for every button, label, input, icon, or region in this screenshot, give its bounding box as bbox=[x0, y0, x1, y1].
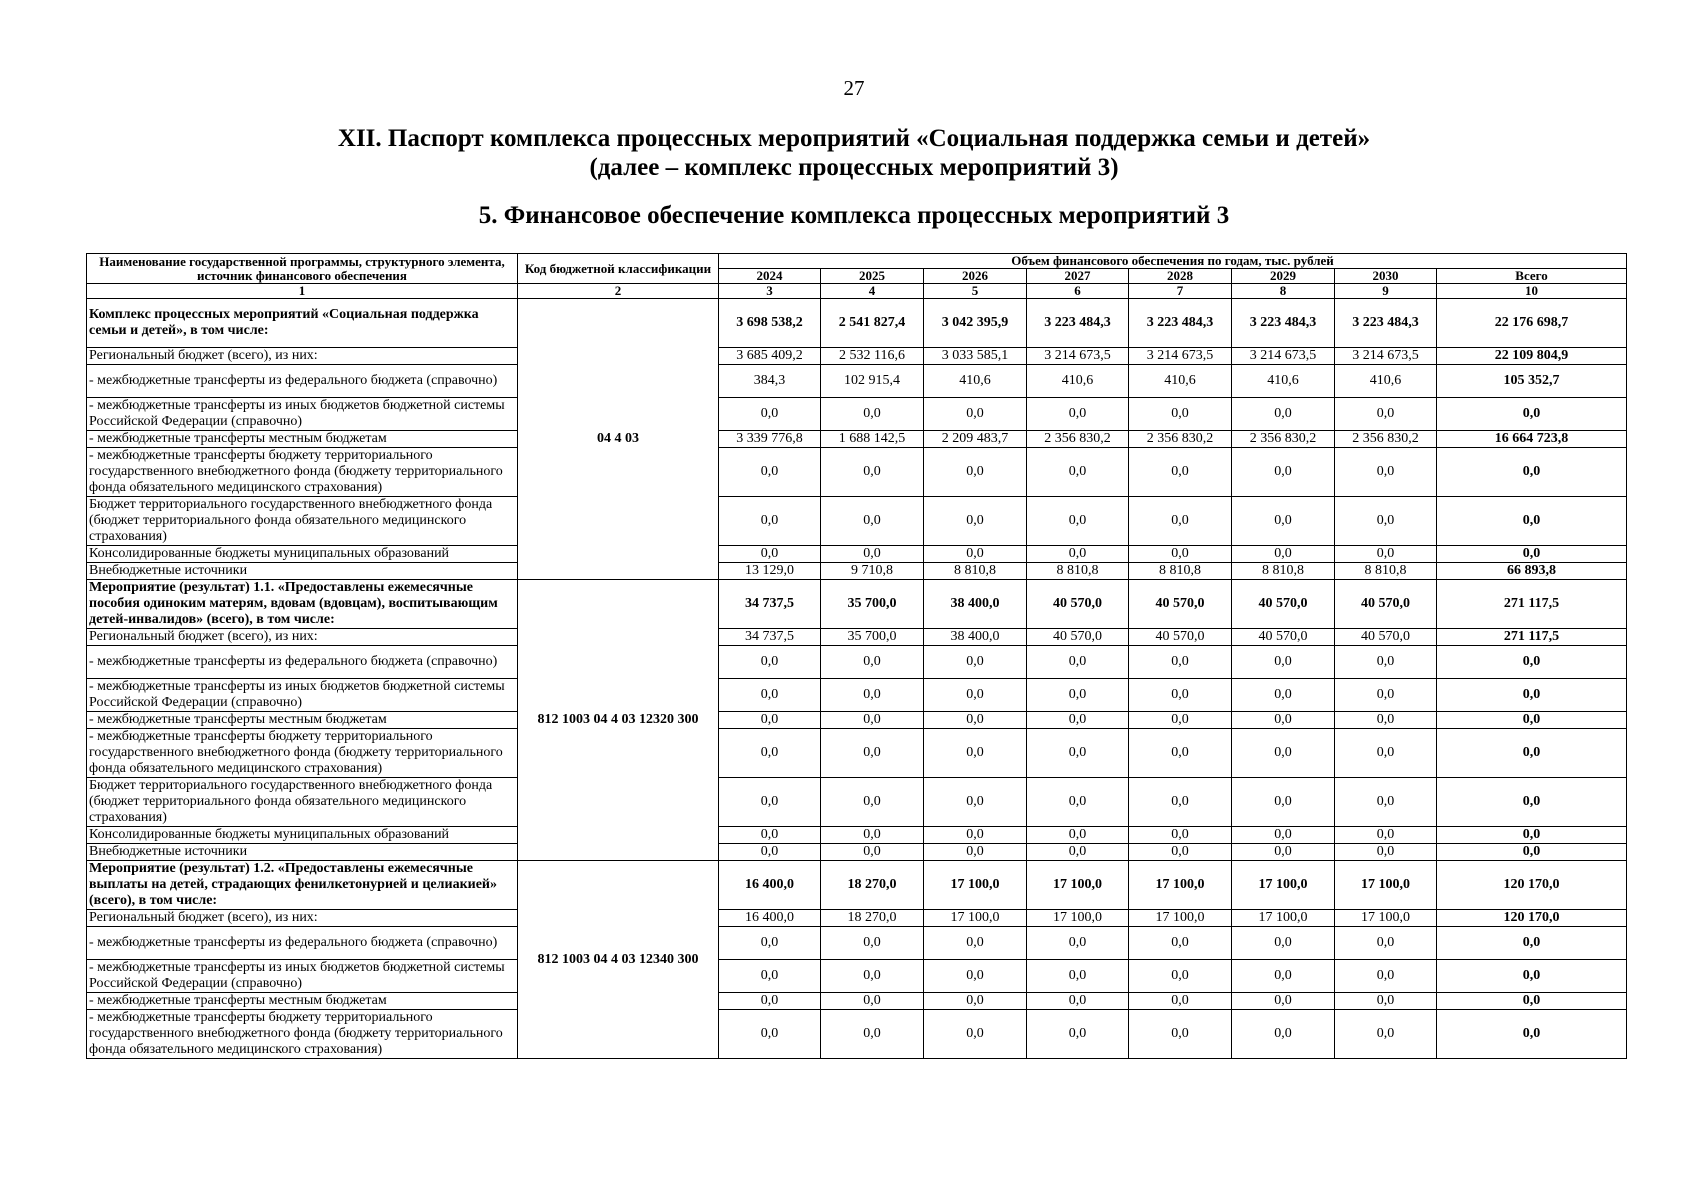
cell-value: 0,0 bbox=[924, 729, 1027, 778]
cell-value: 40 570,0 bbox=[1027, 629, 1129, 646]
cell-value: 0,0 bbox=[1335, 546, 1437, 563]
row-name: Бюджет территориального государственного внебюджетного фонда (бюджет территориального фонда обязательного медицинского страхования) bbox=[87, 778, 518, 827]
cell-value: 38 400,0 bbox=[924, 629, 1027, 646]
cell-value: 17 100,0 bbox=[1129, 861, 1232, 910]
cell-value: 0,0 bbox=[1129, 448, 1232, 497]
table-row bbox=[87, 629, 1627, 646]
cell-value: 0,0 bbox=[924, 497, 1027, 546]
cell-value: 0,0 bbox=[924, 546, 1027, 563]
cell-value: 0,0 bbox=[1335, 927, 1437, 960]
col-number: 3 bbox=[719, 284, 821, 299]
cell-value: 2 356 830,2 bbox=[1027, 431, 1129, 448]
page-number: 27 bbox=[843, 76, 865, 100]
cell-total: 120 170,0 bbox=[1437, 861, 1627, 910]
cell-value: 40 570,0 bbox=[1335, 580, 1437, 629]
cell-value: 0,0 bbox=[821, 497, 924, 546]
col-number: 8 bbox=[1232, 284, 1335, 299]
cell-value: 0,0 bbox=[1232, 927, 1335, 960]
cell-value: 0,0 bbox=[1027, 844, 1129, 861]
cell-value: 0,0 bbox=[1232, 993, 1335, 1010]
cell-value: 18 270,0 bbox=[821, 910, 924, 927]
cell-value: 3 339 776,8 bbox=[719, 431, 821, 448]
cell-value: 40 570,0 bbox=[1129, 629, 1232, 646]
cell-value: 0,0 bbox=[719, 546, 821, 563]
cell-value: 9 710,8 bbox=[821, 563, 924, 580]
cell-total: 120 170,0 bbox=[1437, 910, 1627, 927]
cell-value: 8 810,8 bbox=[1027, 563, 1129, 580]
cell-value: 17 100,0 bbox=[1027, 861, 1129, 910]
cell-value: 3 214 673,5 bbox=[1129, 348, 1232, 365]
cell-value: 0,0 bbox=[1027, 778, 1129, 827]
cell-value: 0,0 bbox=[1027, 448, 1129, 497]
cell-total: 0,0 bbox=[1437, 679, 1627, 712]
cell-value: 16 400,0 bbox=[719, 910, 821, 927]
col-number: 6 bbox=[1027, 284, 1129, 299]
cell-value: 40 570,0 bbox=[1027, 580, 1129, 629]
cell-value: 0,0 bbox=[1232, 398, 1335, 431]
cell-value: 17 100,0 bbox=[1335, 910, 1437, 927]
cell-value: 0,0 bbox=[821, 927, 924, 960]
cell-total: 0,0 bbox=[1437, 712, 1627, 729]
cell-total: 271 117,5 bbox=[1437, 580, 1627, 629]
cell-value: 3 223 484,3 bbox=[1027, 299, 1129, 348]
cell-value: 3 033 585,1 bbox=[924, 348, 1027, 365]
cell-value: 0,0 bbox=[1129, 679, 1232, 712]
cell-value: 0,0 bbox=[821, 960, 924, 993]
cell-value: 35 700,0 bbox=[821, 580, 924, 629]
col-header-year: 2025 bbox=[821, 269, 924, 284]
row-name: - межбюджетные трансферты из федерального бюджета (справочно) bbox=[87, 646, 518, 679]
cell-value: 0,0 bbox=[719, 729, 821, 778]
table-row bbox=[87, 861, 1627, 910]
row-name: Консолидированные бюджеты муниципальных образований bbox=[87, 827, 518, 844]
col-number: 5 bbox=[924, 284, 1027, 299]
table-row bbox=[87, 1010, 1627, 1059]
col-header-code: Код бюджетной классификации bbox=[518, 254, 719, 284]
cell-value: 0,0 bbox=[1335, 712, 1437, 729]
col-header-name: Наименование государственной программы, структурного элемента, источник финансового обеспечения bbox=[87, 254, 518, 284]
cell-value: 0,0 bbox=[1232, 546, 1335, 563]
cell-value: 0,0 bbox=[821, 729, 924, 778]
col-number: 1 bbox=[87, 284, 518, 299]
cell-value: 0,0 bbox=[1129, 729, 1232, 778]
cell-value: 0,0 bbox=[1129, 1010, 1232, 1059]
cell-value: 0,0 bbox=[719, 1010, 821, 1059]
table-row bbox=[87, 646, 1627, 679]
row-code: 812 1003 04 4 03 12340 300 bbox=[518, 861, 719, 1059]
table-row bbox=[87, 827, 1627, 844]
cell-value: 40 570,0 bbox=[1129, 580, 1232, 629]
cell-value: 0,0 bbox=[719, 778, 821, 827]
cell-value: 17 100,0 bbox=[924, 861, 1027, 910]
cell-value: 410,6 bbox=[924, 365, 1027, 398]
col-header-year: 2027 bbox=[1027, 269, 1129, 284]
row-name: - межбюджетные трансферты местным бюджетам bbox=[87, 993, 518, 1010]
col-header-year: 2026 bbox=[924, 269, 1027, 284]
cell-total: 0,0 bbox=[1437, 927, 1627, 960]
cell-value: 0,0 bbox=[1129, 960, 1232, 993]
table-row bbox=[87, 844, 1627, 861]
cell-total: 16 664 723,8 bbox=[1437, 431, 1627, 448]
cell-total: 22 176 698,7 bbox=[1437, 299, 1627, 348]
table-row bbox=[87, 448, 1627, 497]
cell-value: 3 214 673,5 bbox=[1027, 348, 1129, 365]
cell-value: 0,0 bbox=[1027, 960, 1129, 993]
cell-value: 0,0 bbox=[1027, 646, 1129, 679]
cell-value: 0,0 bbox=[1335, 448, 1437, 497]
cell-total: 0,0 bbox=[1437, 827, 1627, 844]
cell-value: 0,0 bbox=[821, 448, 924, 497]
cell-value: 0,0 bbox=[1129, 778, 1232, 827]
cell-value: 8 810,8 bbox=[1129, 563, 1232, 580]
row-name: - межбюджетные трансферты бюджету территориального государственного внебюджетного фонда (бюджету территориального фонда обязательного медицинского страхования) bbox=[87, 448, 518, 497]
cell-value: 34 737,5 bbox=[719, 629, 821, 646]
cell-value: 40 570,0 bbox=[1232, 580, 1335, 629]
cell-value: 0,0 bbox=[1129, 398, 1232, 431]
cell-value: 3 698 538,2 bbox=[719, 299, 821, 348]
title-line-1: XII. Паспорт комплекса процессных мероприятий «Социальная поддержка семьи и детей» bbox=[337, 125, 1371, 152]
cell-value: 40 570,0 bbox=[1232, 629, 1335, 646]
row-name: Мероприятие (результат) 1.2. «Предоставлены ежемесячные выплаты на детей, страдающих фенилкетонурией и целиакией» (всего), в том числе: bbox=[87, 861, 518, 910]
table-row bbox=[87, 960, 1627, 993]
document-title bbox=[0, 124, 1708, 182]
cell-value: 8 810,8 bbox=[1232, 563, 1335, 580]
cell-value: 0,0 bbox=[1232, 448, 1335, 497]
cell-total: 0,0 bbox=[1437, 448, 1627, 497]
cell-value: 0,0 bbox=[1129, 827, 1232, 844]
table-row bbox=[87, 348, 1627, 365]
cell-value: 0,0 bbox=[1129, 844, 1232, 861]
table-row bbox=[87, 679, 1627, 712]
cell-value: 0,0 bbox=[1335, 827, 1437, 844]
row-code: 812 1003 04 4 03 12320 300 bbox=[518, 580, 719, 861]
cell-value: 35 700,0 bbox=[821, 629, 924, 646]
col-header-year: 2029 bbox=[1232, 269, 1335, 284]
row-name: Комплекс процессных мероприятий «Социальная поддержка семьи и детей», в том числе: bbox=[87, 299, 518, 348]
cell-value: 16 400,0 bbox=[719, 861, 821, 910]
cell-value: 0,0 bbox=[924, 712, 1027, 729]
row-name: - межбюджетные трансферты из иных бюджетов бюджетной системы Российской Федерации (справочно) bbox=[87, 398, 518, 431]
row-name: - межбюджетные трансферты из иных бюджетов бюджетной системы Российской Федерации (справочно) bbox=[87, 960, 518, 993]
cell-value: 0,0 bbox=[924, 646, 1027, 679]
cell-value: 0,0 bbox=[719, 712, 821, 729]
title-line-2: (далее – комплекс процессных мероприятий 3) bbox=[589, 154, 1119, 181]
cell-value: 0,0 bbox=[719, 646, 821, 679]
cell-value: 2 356 830,2 bbox=[1129, 431, 1232, 448]
cell-value: 0,0 bbox=[1232, 497, 1335, 546]
table-row bbox=[87, 563, 1627, 580]
cell-value: 40 570,0 bbox=[1335, 629, 1437, 646]
table-row bbox=[87, 712, 1627, 729]
cell-value: 0,0 bbox=[821, 679, 924, 712]
col-number: 9 bbox=[1335, 284, 1437, 299]
cell-total: 271 117,5 bbox=[1437, 629, 1627, 646]
cell-value: 0,0 bbox=[1232, 844, 1335, 861]
row-name: - межбюджетные трансферты бюджету территориального государственного внебюджетного фонда (бюджету территориального фонда обязательного медицинского страхования) bbox=[87, 1010, 518, 1059]
cell-total: 0,0 bbox=[1437, 546, 1627, 563]
cell-value: 0,0 bbox=[1027, 546, 1129, 563]
row-name: - межбюджетные трансферты бюджету территориального государственного внебюджетного фонда (бюджету территориального фонда обязательного медицинского страхования) bbox=[87, 729, 518, 778]
row-name: - межбюджетные трансферты из федерального бюджета (справочно) bbox=[87, 365, 518, 398]
cell-value: 0,0 bbox=[1129, 646, 1232, 679]
cell-value: 17 100,0 bbox=[1129, 910, 1232, 927]
cell-value: 0,0 bbox=[1335, 778, 1437, 827]
cell-value: 0,0 bbox=[1335, 398, 1437, 431]
col-number: 7 bbox=[1129, 284, 1232, 299]
row-name: - межбюджетные трансферты из федерального бюджета (справочно) bbox=[87, 927, 518, 960]
cell-total: 0,0 bbox=[1437, 398, 1627, 431]
cell-value: 0,0 bbox=[1027, 729, 1129, 778]
cell-value: 0,0 bbox=[924, 927, 1027, 960]
cell-value: 102 915,4 bbox=[821, 365, 924, 398]
cell-value: 0,0 bbox=[924, 448, 1027, 497]
row-name: Мероприятие (результат) 1.1. «Предоставлены ежемесячные пособия одиноким матерям, вдовам (вдовцам), воспитывающим детей-инвалидов» (всего), в том числе: bbox=[87, 580, 518, 629]
row-name: - межбюджетные трансферты местным бюджетам bbox=[87, 431, 518, 448]
table-row bbox=[87, 431, 1627, 448]
cell-value: 0,0 bbox=[1027, 993, 1129, 1010]
cell-value: 34 737,5 bbox=[719, 580, 821, 629]
cell-value: 3 223 484,3 bbox=[1129, 299, 1232, 348]
col-header-total: Всего bbox=[1437, 269, 1627, 284]
cell-value: 0,0 bbox=[1335, 646, 1437, 679]
cell-value: 0,0 bbox=[1027, 398, 1129, 431]
table-row bbox=[87, 993, 1627, 1010]
cell-value: 3 685 409,2 bbox=[719, 348, 821, 365]
cell-value: 0,0 bbox=[821, 546, 924, 563]
cell-value: 0,0 bbox=[1232, 1010, 1335, 1059]
cell-value: 0,0 bbox=[1232, 778, 1335, 827]
cell-value: 0,0 bbox=[1027, 712, 1129, 729]
cell-value: 0,0 bbox=[1335, 993, 1437, 1010]
cell-value: 17 100,0 bbox=[1232, 861, 1335, 910]
cell-value: 0,0 bbox=[719, 960, 821, 993]
cell-value: 0,0 bbox=[719, 927, 821, 960]
table-row bbox=[87, 546, 1627, 563]
cell-value: 1 688 142,5 bbox=[821, 431, 924, 448]
cell-value: 3 214 673,5 bbox=[1232, 348, 1335, 365]
cell-value: 384,3 bbox=[719, 365, 821, 398]
cell-value: 2 356 830,2 bbox=[1232, 431, 1335, 448]
cell-value: 0,0 bbox=[924, 398, 1027, 431]
cell-value: 0,0 bbox=[924, 679, 1027, 712]
cell-total: 0,0 bbox=[1437, 646, 1627, 679]
row-name: Внебюджетные источники bbox=[87, 844, 518, 861]
cell-value: 0,0 bbox=[1335, 729, 1437, 778]
cell-total: 66 893,8 bbox=[1437, 563, 1627, 580]
cell-value: 0,0 bbox=[821, 778, 924, 827]
cell-value: 17 100,0 bbox=[1232, 910, 1335, 927]
cell-total: 0,0 bbox=[1437, 497, 1627, 546]
cell-value: 0,0 bbox=[1027, 1010, 1129, 1059]
cell-value: 0,0 bbox=[821, 827, 924, 844]
cell-total: 105 352,7 bbox=[1437, 365, 1627, 398]
cell-value: 0,0 bbox=[719, 827, 821, 844]
cell-value: 13 129,0 bbox=[719, 563, 821, 580]
col-header-year: 2024 bbox=[719, 269, 821, 284]
cell-value: 0,0 bbox=[821, 398, 924, 431]
cell-value: 8 810,8 bbox=[924, 563, 1027, 580]
row-name: Бюджет территориального государственного внебюджетного фонда (бюджет территориального фонда обязательного медицинского страхования) bbox=[87, 497, 518, 546]
row-code: 04 4 03 bbox=[518, 299, 719, 580]
cell-value: 0,0 bbox=[924, 1010, 1027, 1059]
cell-total: 0,0 bbox=[1437, 1010, 1627, 1059]
cell-value: 0,0 bbox=[1129, 993, 1232, 1010]
table-row bbox=[87, 927, 1627, 960]
cell-value: 0,0 bbox=[821, 993, 924, 1010]
cell-value: 0,0 bbox=[1335, 497, 1437, 546]
cell-value: 0,0 bbox=[1335, 1010, 1437, 1059]
cell-value: 410,6 bbox=[1232, 365, 1335, 398]
cell-value: 0,0 bbox=[1027, 927, 1129, 960]
table-row bbox=[87, 778, 1627, 827]
col-number: 4 bbox=[821, 284, 924, 299]
cell-value: 410,6 bbox=[1335, 365, 1437, 398]
cell-value: 0,0 bbox=[719, 993, 821, 1010]
cell-value: 0,0 bbox=[1232, 712, 1335, 729]
row-name: Региональный бюджет (всего), из них: bbox=[87, 348, 518, 365]
table-row bbox=[87, 299, 1627, 348]
cell-value: 0,0 bbox=[719, 679, 821, 712]
row-name: Консолидированные бюджеты муниципальных образований bbox=[87, 546, 518, 563]
section-title: 5. Финансовое обеспечение комплекса процессных мероприятий 3 bbox=[478, 202, 1230, 229]
cell-value: 17 100,0 bbox=[924, 910, 1027, 927]
cell-value: 2 209 483,7 bbox=[924, 431, 1027, 448]
cell-total: 0,0 bbox=[1437, 960, 1627, 993]
cell-value: 0,0 bbox=[719, 448, 821, 497]
cell-value: 410,6 bbox=[1027, 365, 1129, 398]
row-name: - межбюджетные трансферты местным бюджетам bbox=[87, 712, 518, 729]
table-row bbox=[87, 910, 1627, 927]
cell-value: 2 356 830,2 bbox=[1335, 431, 1437, 448]
cell-value: 8 810,8 bbox=[1335, 563, 1437, 580]
cell-value: 3 223 484,3 bbox=[1335, 299, 1437, 348]
cell-total: 0,0 bbox=[1437, 993, 1627, 1010]
cell-value: 0,0 bbox=[1027, 827, 1129, 844]
table-row bbox=[87, 580, 1627, 629]
cell-value: 0,0 bbox=[924, 778, 1027, 827]
cell-value: 0,0 bbox=[719, 497, 821, 546]
cell-value: 0,0 bbox=[1232, 729, 1335, 778]
col-number: 2 bbox=[518, 284, 719, 299]
row-name: Региональный бюджет (всего), из них: bbox=[87, 629, 518, 646]
cell-total: 0,0 bbox=[1437, 844, 1627, 861]
cell-value: 0,0 bbox=[924, 960, 1027, 993]
cell-value: 0,0 bbox=[1027, 497, 1129, 546]
cell-value: 0,0 bbox=[1232, 827, 1335, 844]
cell-value: 17 100,0 bbox=[1335, 861, 1437, 910]
cell-value: 0,0 bbox=[1335, 960, 1437, 993]
cell-value: 0,0 bbox=[1129, 546, 1232, 563]
cell-value: 0,0 bbox=[1129, 712, 1232, 729]
cell-value: 2 532 116,6 bbox=[821, 348, 924, 365]
cell-value: 38 400,0 bbox=[924, 580, 1027, 629]
cell-value: 410,6 bbox=[1129, 365, 1232, 398]
cell-value: 0,0 bbox=[924, 844, 1027, 861]
cell-value: 0,0 bbox=[821, 712, 924, 729]
row-name: Внебюджетные источники bbox=[87, 563, 518, 580]
cell-value: 0,0 bbox=[719, 398, 821, 431]
cell-value: 0,0 bbox=[821, 844, 924, 861]
cell-value: 3 042 395,9 bbox=[924, 299, 1027, 348]
cell-value: 0,0 bbox=[1129, 497, 1232, 546]
cell-total: 0,0 bbox=[1437, 778, 1627, 827]
table-row bbox=[87, 365, 1627, 398]
cell-total: 0,0 bbox=[1437, 729, 1627, 778]
cell-value: 17 100,0 bbox=[1027, 910, 1129, 927]
cell-value: 0,0 bbox=[924, 993, 1027, 1010]
cell-value: 0,0 bbox=[1027, 679, 1129, 712]
cell-value: 0,0 bbox=[821, 1010, 924, 1059]
col-header-group: Объем финансового обеспечения по годам, тыс. рублей bbox=[719, 254, 1627, 269]
cell-value: 0,0 bbox=[1232, 960, 1335, 993]
table-row bbox=[87, 497, 1627, 546]
cell-value: 0,0 bbox=[821, 646, 924, 679]
row-name: Региональный бюджет (всего), из них: bbox=[87, 910, 518, 927]
col-header-year: 2030 bbox=[1335, 269, 1437, 284]
table-row bbox=[87, 729, 1627, 778]
table-row bbox=[87, 398, 1627, 431]
financing-table bbox=[86, 253, 1627, 1059]
cell-value: 0,0 bbox=[1232, 646, 1335, 679]
cell-total: 22 109 804,9 bbox=[1437, 348, 1627, 365]
cell-value: 0,0 bbox=[1335, 679, 1437, 712]
cell-value: 3 214 673,5 bbox=[1335, 348, 1437, 365]
cell-value: 0,0 bbox=[1232, 679, 1335, 712]
cell-value: 2 541 827,4 bbox=[821, 299, 924, 348]
cell-value: 0,0 bbox=[1335, 844, 1437, 861]
cell-value: 0,0 bbox=[719, 844, 821, 861]
cell-value: 0,0 bbox=[924, 827, 1027, 844]
col-header-year: 2028 bbox=[1129, 269, 1232, 284]
cell-value: 0,0 bbox=[1129, 927, 1232, 960]
row-name: - межбюджетные трансферты из иных бюджетов бюджетной системы Российской Федерации (справочно) bbox=[87, 679, 518, 712]
cell-value: 3 223 484,3 bbox=[1232, 299, 1335, 348]
col-number: 10 bbox=[1437, 284, 1627, 299]
cell-value: 18 270,0 bbox=[821, 861, 924, 910]
